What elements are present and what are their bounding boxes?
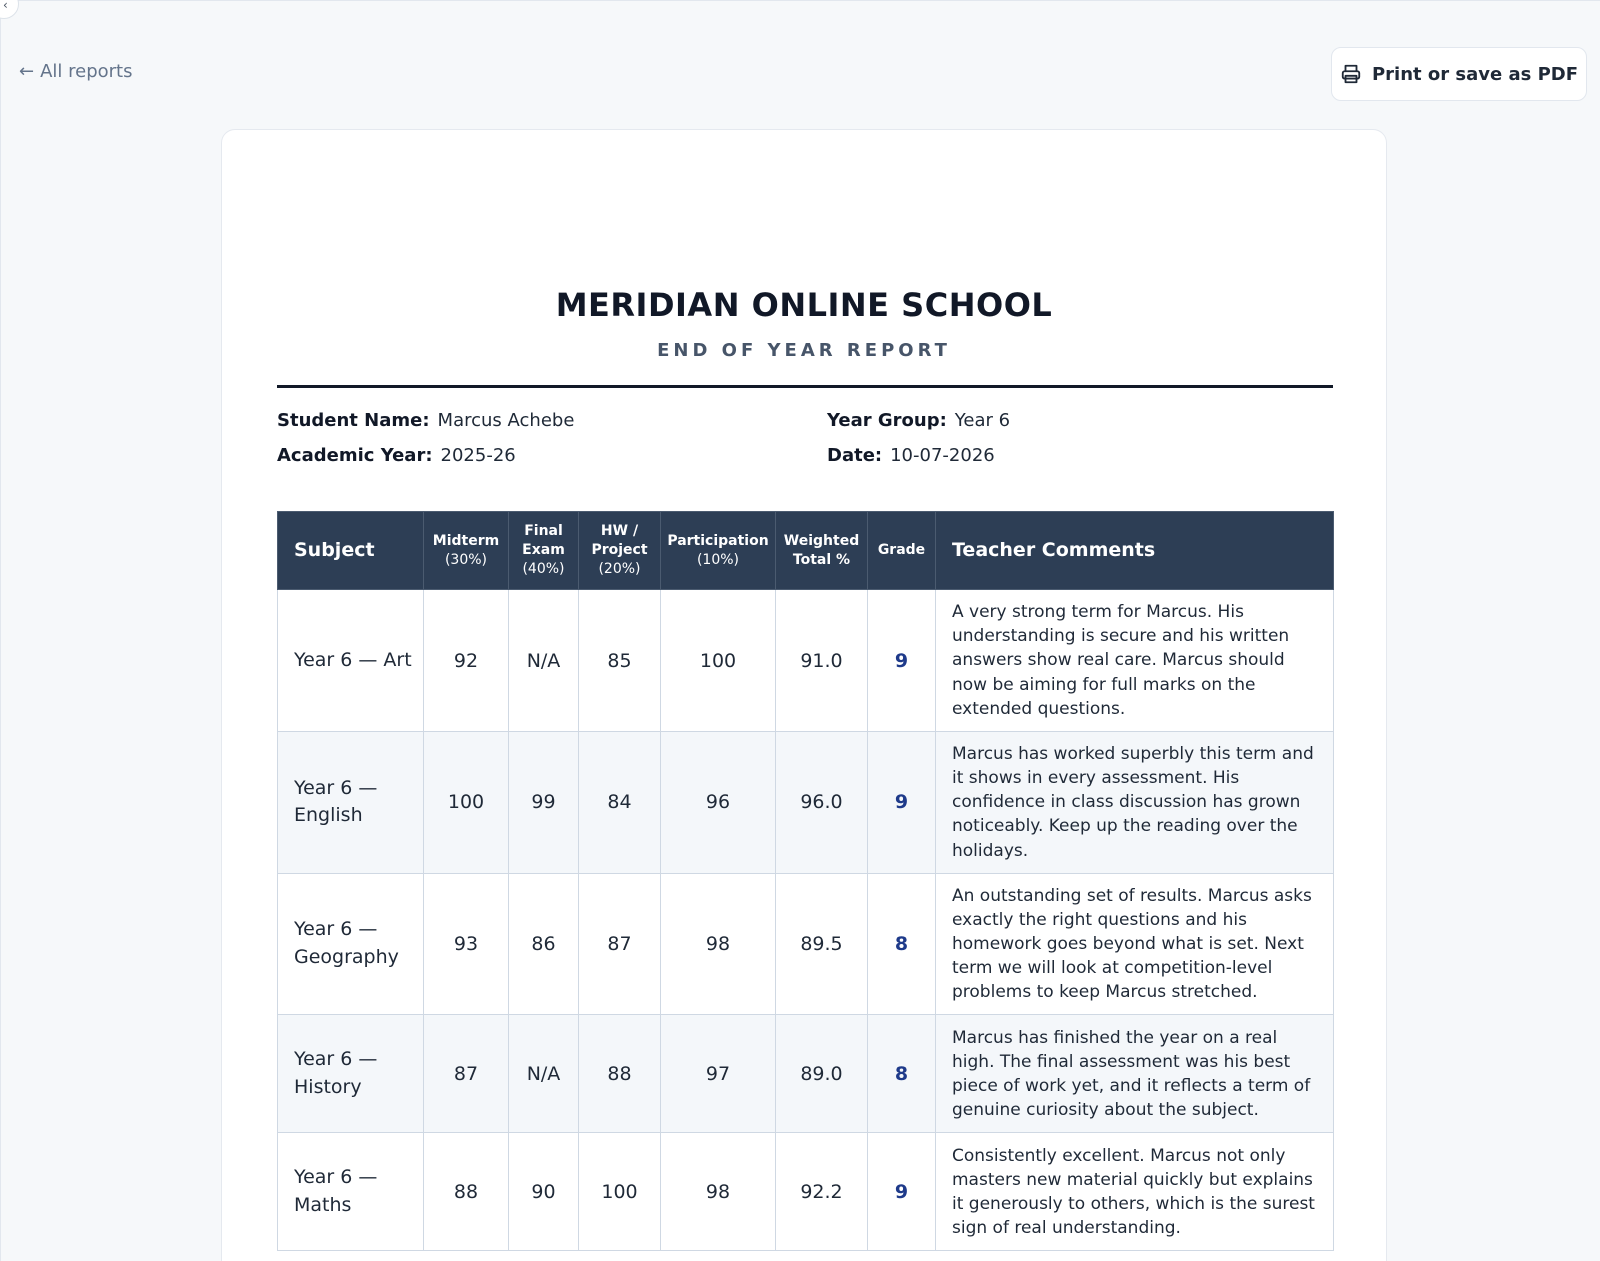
midterm-cell: 93	[424, 873, 509, 1015]
hw-project-cell: 100	[579, 1133, 661, 1251]
academic-year-label: Academic Year:	[277, 445, 433, 466]
participation-cell: 97	[661, 1015, 776, 1133]
midterm-cell: 100	[424, 732, 509, 874]
grades-table	[277, 511, 1334, 1251]
arrow-left-icon: ←	[19, 61, 35, 82]
student-name-field	[277, 410, 574, 431]
header-participation: Participation (10%)	[661, 512, 776, 590]
student-name-label: Student Name:	[277, 410, 430, 431]
weighted-total-cell: 89.0	[776, 1015, 868, 1133]
comment-cell: Marcus has worked superbly this term and it shows in every assessment. His confidence in class discussion has grown noticeably. Keep up the reading over the holidays.	[936, 732, 1334, 874]
subject-cell: Year 6 — Geography	[278, 873, 424, 1015]
comment-cell: Consistently excellent. Marcus not only masters new material quickly but explains it generously to others, which is the surest sign of real understanding.	[936, 1133, 1334, 1251]
header-hw-project: HW / Project (20%)	[579, 512, 661, 590]
participation-cell: 100	[661, 590, 776, 732]
header-final-exam: Final Exam (40%)	[509, 512, 579, 590]
hw-project-cell: 84	[579, 732, 661, 874]
midterm-cell: 88	[424, 1133, 509, 1251]
collapse-sidebar-button[interactable]	[0, 0, 19, 19]
participation-cell: 98	[661, 1133, 776, 1251]
subject-cell: Year 6 — Art	[278, 590, 424, 732]
final-exam-cell: N/A	[509, 590, 579, 732]
table-row	[278, 1015, 1334, 1133]
academic-year-value: 2025-26	[440, 445, 516, 466]
weighted-total-cell: 96.0	[776, 732, 868, 874]
hw-project-cell: 88	[579, 1015, 661, 1133]
comment-cell: An outstanding set of results. Marcus asks exactly the right questions and his homework goes beyond what is set. Next term we will look at competition-level problems to keep Marcus stretched.	[936, 873, 1334, 1015]
final-exam-cell: 86	[509, 873, 579, 1015]
header-midterm: Midterm (30%)	[424, 512, 509, 590]
date-field	[827, 445, 995, 466]
grade-cell: 9	[868, 590, 936, 732]
student-name-value: Marcus Achebe	[437, 410, 575, 431]
hw-project-cell: 85	[579, 590, 661, 732]
grade-cell: 8	[868, 1015, 936, 1133]
participation-cell: 98	[661, 873, 776, 1015]
report-subtitle: END OF YEAR REPORT	[657, 340, 951, 361]
hw-project-cell: 87	[579, 873, 661, 1015]
participation-cell: 96	[661, 732, 776, 874]
academic-year-field	[277, 445, 516, 466]
final-exam-cell: 90	[509, 1133, 579, 1251]
school-name: MERIDIAN ONLINE SCHOOL	[555, 286, 1053, 324]
year-group-field	[827, 410, 1010, 431]
printer-icon	[1340, 63, 1362, 85]
subject-cell: Year 6 — Maths	[278, 1133, 424, 1251]
table-header-row	[278, 512, 1334, 590]
table-row	[278, 732, 1334, 874]
final-exam-cell: 99	[509, 732, 579, 874]
back-link-label: All reports	[40, 61, 133, 82]
table-row	[278, 1133, 1334, 1251]
weighted-total-cell: 89.5	[776, 873, 868, 1015]
print-button-label: Print or save as PDF	[1371, 63, 1579, 85]
date-value: 10-07-2026	[890, 445, 995, 466]
subject-cell: Year 6 — History	[278, 1015, 424, 1133]
weighted-total-cell: 92.2	[776, 1133, 868, 1251]
comment-cell: Marcus has finished the year on a real high. The final assessment was his best piece of work yet, and it reflects a term of genuine curiosity about the subject.	[936, 1015, 1334, 1133]
chevron-left-icon: ‹	[3, 0, 8, 12]
midterm-cell: 92	[424, 590, 509, 732]
table-row	[278, 873, 1334, 1015]
header-teacher-comments: Teacher Comments	[936, 512, 1334, 590]
grade-cell: 9	[868, 732, 936, 874]
header-divider	[277, 385, 1333, 388]
midterm-cell: 87	[424, 1015, 509, 1133]
grade-cell: 8	[868, 873, 936, 1015]
subject-cell: Year 6 — English	[278, 732, 424, 874]
grade-cell: 9	[868, 1133, 936, 1251]
date-label: Date:	[827, 445, 883, 466]
report-card	[221, 129, 1387, 1261]
comment-cell: A very strong term for Marcus. His understanding is secure and his written answers show real care. Marcus should now be aiming for full marks on the extended questions.	[936, 590, 1334, 732]
final-exam-cell: N/A	[509, 1015, 579, 1133]
year-group-label: Year Group:	[827, 410, 947, 431]
back-to-reports-link[interactable]	[19, 61, 132, 82]
weighted-total-cell: 91.0	[776, 590, 868, 732]
header-grade: Grade	[868, 512, 936, 590]
print-pdf-button[interactable]	[1331, 47, 1587, 101]
table-row	[278, 590, 1334, 732]
header-weighted-total: Weighted Total %	[776, 512, 868, 590]
header-subject: Subject	[278, 512, 424, 590]
year-group-value: Year 6	[954, 410, 1011, 431]
